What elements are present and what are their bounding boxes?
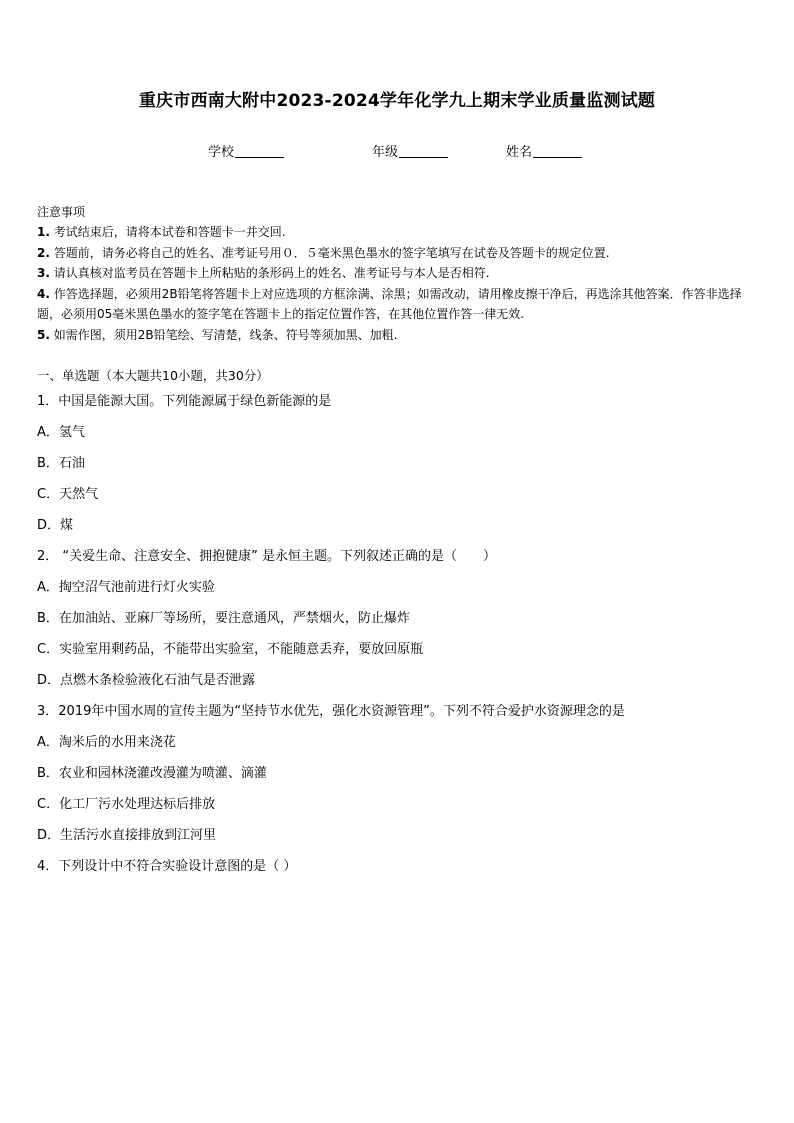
- option-a: A．掏空沼气池前进行灯火实验: [37, 580, 215, 595]
- name-label: 姓名: [506, 145, 533, 160]
- option-d: D．点燃木条检验液化石油气是否泄露: [37, 673, 256, 688]
- option-d: D．生活污水直接排放到江河里: [37, 828, 217, 843]
- option-a: A．氢气: [37, 425, 85, 440]
- document-title: 重庆市西南大附中2023-2024学年化学九上期末学业质量监测试题: [138, 91, 656, 111]
- note-item: 2. 答题前，请务必将自己的姓名、准考证号用０．５毫米黑色墨水的签字笔填写在试卷及答题卡的规定位置.: [37, 245, 610, 260]
- section-title: 一、单选题（本大题共10小题，共30分）: [37, 368, 269, 383]
- option-b: B．农业和园林浇灌改漫灌为喷灌、滴灌: [37, 766, 267, 781]
- question-stem: 1．中国是能源大国。下列能源属于绿色新能源的是: [37, 394, 332, 409]
- question-stem: 3．2019年中国水周的宣传主题为“坚持节水优先，强化水资源管理”。下列不符合爱护水资源理念的是: [37, 704, 625, 719]
- question-stem: 4．下列设计中不符合实验设计意图的是（ ）: [37, 859, 297, 874]
- note-item: 1. 考试结束后，请将本试卷和答题卡一并交回.: [37, 225, 286, 239]
- option-c: C．天然气: [37, 487, 99, 502]
- school-label: 学校: [208, 145, 235, 160]
- grade-label: 年级: [372, 145, 399, 160]
- option-d: D．煤: [37, 518, 74, 533]
- name-field: [506, 141, 582, 160]
- school-blank[interactable]: [235, 144, 284, 158]
- school-field: [208, 141, 284, 160]
- notes-section: [37, 202, 759, 346]
- questions-section: [37, 367, 759, 889]
- notes-heading: 注意事项: [37, 205, 86, 219]
- option-b: B．石油: [37, 456, 85, 471]
- option-b: B．在加油站、亚麻厂等场所，要注意通风，严禁烟火，防止爆炸: [37, 611, 410, 626]
- option-c: C．化工厂污水处理达标后排放: [37, 797, 216, 812]
- note-item: 4. 作答选择题，必须用2B铅笔将答题卡上对应选项的方框涂满、涂黑；如需改动，请用橡皮擦干净后，再选涂其他答案．作答非选择题，必须用05毫米黑色墨水的签字笔在答题卡上的指定位置作答，在其他位置作答一律无效.: [37, 286, 742, 322]
- option-a: A．淘米后的水用来浇花: [37, 735, 176, 750]
- grade-blank[interactable]: [399, 144, 448, 158]
- note-item: 3. 请认真核对监考员在答题卡上所粘贴的条形码上的姓名、准考证号与本人是否相符.: [37, 266, 490, 281]
- grade-field: [372, 141, 448, 160]
- question-stem: 2． “关爱生命、注意安全、拥抱健康” 是永恒主题。下列叙述正确的是（ ）: [37, 549, 497, 564]
- option-c: C．实验室用剩药品，不能带出实验室，不能随意丢弃，要放回原瓶: [37, 642, 424, 657]
- note-item: 5. 如需作图，须用2B铅笔绘、写清楚，线条、符号等须加黑、加粗.: [37, 327, 398, 342]
- name-blank[interactable]: [533, 144, 582, 158]
